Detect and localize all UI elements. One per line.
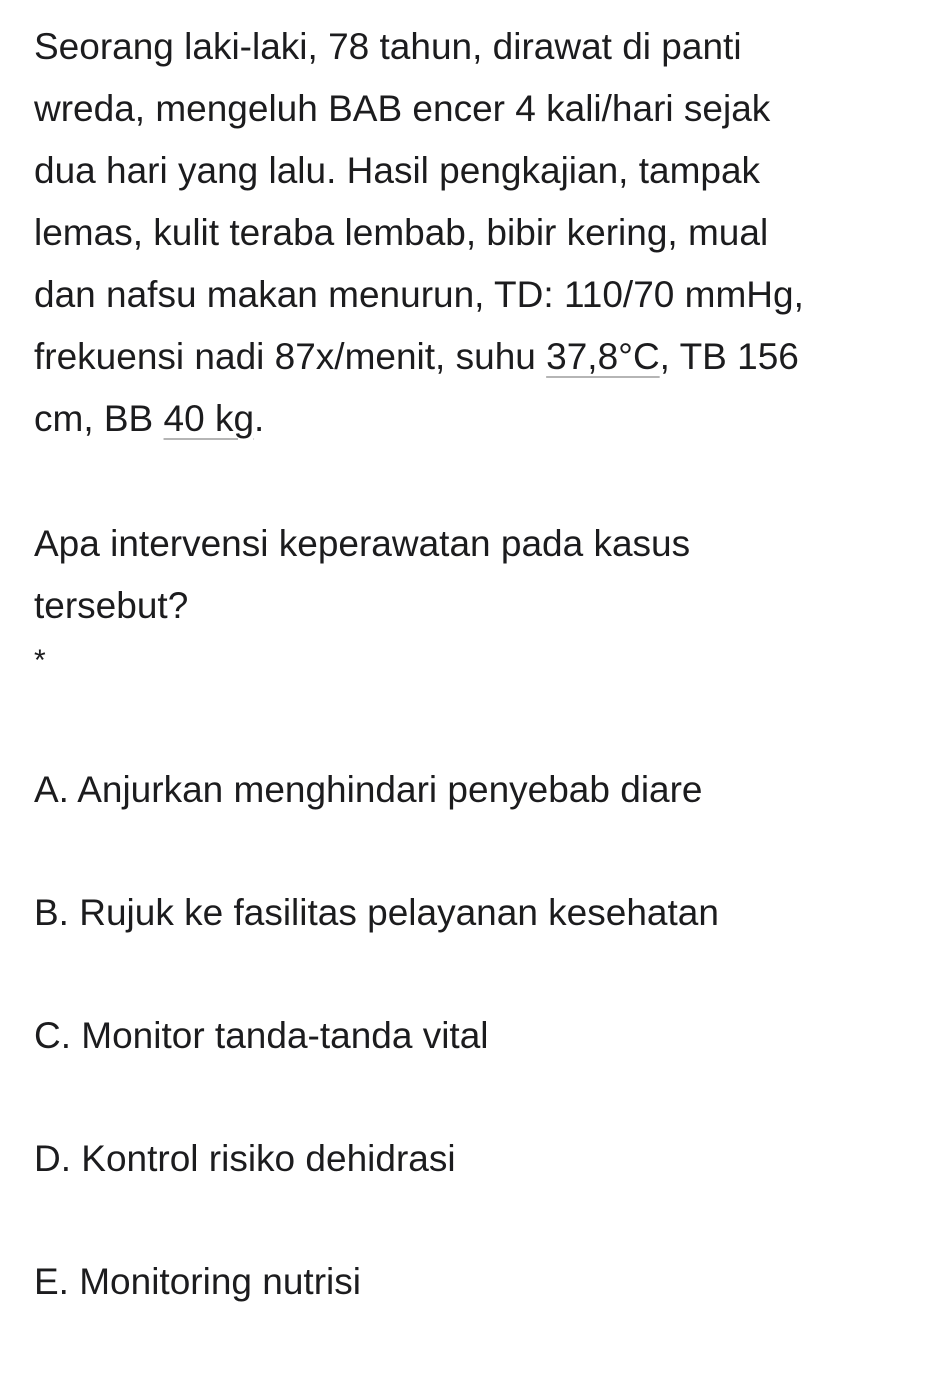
case-line: lemas, kulit teraba lembab, bibir kering, mual — [34, 212, 769, 253]
answer-option-c[interactable]: C. Monitor tanda-tanda vital — [34, 1015, 489, 1056]
case-line: Seorang laki-laki, 78 tahun, dirawat di panti — [34, 26, 742, 67]
case-line: dan nafsu makan menurun, TD: 110/70 mmHg, — [34, 274, 804, 315]
quiz-page — [34, 16, 934, 1374]
question-text — [34, 513, 934, 637]
answer-option-b[interactable]: B. Rujuk ke fasilitas pelayanan kesehatan — [34, 892, 719, 933]
case-line: wreda, mengeluh BAB encer 4 kali/hari sejak — [34, 88, 771, 129]
weight-value: 40 kg — [163, 398, 255, 439]
case-line — [34, 326, 934, 388]
case-text: frekuensi nadi 87x/menit, suhu — [34, 336, 547, 377]
answer-option-e[interactable]: E. Monitoring nutrisi — [34, 1261, 361, 1302]
required-marker: * — [34, 644, 46, 677]
answer-options — [34, 759, 934, 1313]
case-line: dua hari yang lalu. Hasil pengkajian, tampak — [34, 150, 761, 191]
case-text: , TB 156 — [659, 336, 799, 377]
case-text: . — [254, 398, 265, 439]
answer-option-d[interactable]: D. Kontrol risiko dehidrasi — [34, 1138, 456, 1179]
case-line — [34, 388, 934, 450]
case-description — [34, 16, 934, 450]
temperature-value: 37,8°C — [546, 336, 660, 377]
question-line: Apa intervensi keperawatan pada kasus — [34, 523, 691, 564]
answer-option-a[interactable]: A. Anjurkan menghindari penyebab diare — [34, 769, 703, 810]
question-line: tersebut? — [34, 585, 189, 626]
case-text: cm, BB — [34, 398, 164, 439]
